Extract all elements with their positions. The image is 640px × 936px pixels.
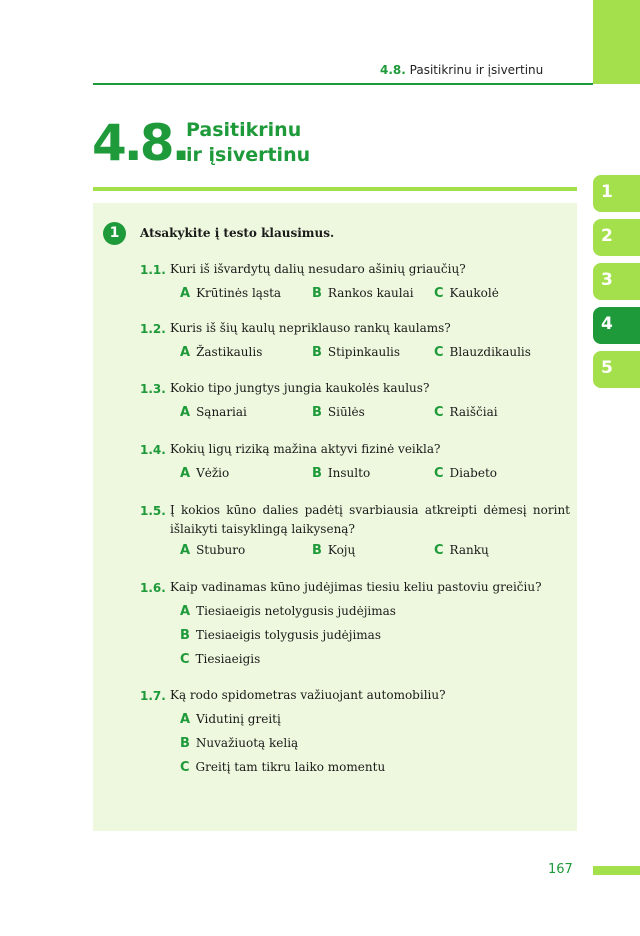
option-text: Tiesiaeigis tolygusis judėjimas [195, 628, 381, 642]
option-text: Diabeto [449, 466, 497, 480]
question-number: 1.4. [140, 443, 166, 457]
option-text: Vidutinį greitį [196, 712, 281, 726]
side-tab-2[interactable]: 2 [593, 219, 640, 256]
footer-color-bar [593, 866, 640, 875]
answer-option[interactable] [180, 543, 245, 558]
option-letter: A [180, 712, 191, 727]
option-letter: C [434, 466, 444, 481]
exercise-instruction: Atsakykite į testo klausimus. [140, 226, 335, 240]
option-text: Nuvažiuotą kelią [195, 736, 299, 750]
question-number: 1.1. [140, 263, 166, 277]
question-number: 1.5. [140, 504, 166, 518]
option-letter: C [434, 405, 444, 420]
option-letter: B [312, 286, 322, 301]
option-letter: B [312, 466, 322, 481]
answer-option[interactable] [180, 604, 396, 619]
option-text: Kojų [327, 543, 356, 557]
option-text: Stipinkaulis [327, 345, 401, 359]
question-text: Kokių ligų riziką mažina aktyvi fizinė veikla? [170, 442, 441, 456]
option-text: Tiesiaeigis netolygusis judėjimas [196, 604, 396, 618]
option-letter: A [180, 405, 191, 420]
question-text: Ką rodo spidometras važiuojant automobiliu? [170, 688, 446, 702]
question-text: Kuri iš išvardytų dalių nesudaro ašinių griaučių? [170, 262, 466, 276]
corner-color-block [593, 0, 640, 84]
option-letter: A [180, 286, 191, 301]
option-text: Rankos kaulai [327, 286, 414, 300]
answer-option[interactable] [180, 736, 298, 751]
running-header-number: 4.8. [380, 63, 406, 77]
answer-option[interactable] [180, 712, 281, 727]
option-text: Sąnariai [196, 405, 247, 419]
option-text: Žastikaulis [196, 345, 263, 359]
option-letter: C [434, 543, 444, 558]
answer-option[interactable] [180, 405, 247, 420]
question-text: Kuris iš šių kaulų nepriklauso rankų kaulams? [170, 321, 451, 335]
answer-option[interactable] [312, 466, 370, 481]
option-text: Greitį tam tikru laiko momentu [195, 760, 386, 774]
option-text: Siūlės [327, 405, 365, 419]
answer-option[interactable] [312, 543, 355, 558]
option-text: Raiščiai [449, 405, 498, 419]
answer-option[interactable] [180, 652, 260, 667]
answer-option[interactable] [434, 466, 497, 481]
answer-option[interactable] [180, 760, 385, 775]
chapter-title-line-2: ir įsivertinu [186, 144, 311, 166]
question-number: 1.3. [140, 382, 166, 396]
header-rule [93, 83, 593, 85]
chapter-title-line-1: Pasitikrinu [186, 119, 302, 141]
option-text: Krūtinės ląsta [196, 286, 282, 300]
option-letter: A [180, 345, 191, 360]
answer-option[interactable] [180, 466, 229, 481]
title-rule [93, 187, 577, 191]
question-number: 1.7. [140, 689, 166, 703]
answer-option[interactable] [312, 345, 400, 360]
answer-option[interactable] [434, 405, 498, 420]
side-tab-1[interactable]: 1 [593, 175, 640, 212]
answer-option[interactable] [434, 286, 499, 301]
option-letter: B [180, 628, 190, 643]
option-letter: C [434, 286, 444, 301]
question-text: Kokio tipo jungtys jungia kaukolės kaulus? [170, 381, 430, 395]
answer-option[interactable] [434, 543, 489, 558]
option-text: Tiesiaeigis [195, 652, 261, 666]
answer-option[interactable] [434, 345, 531, 360]
option-letter: C [180, 760, 190, 775]
option-letter: C [180, 652, 190, 667]
running-header-title: Pasitikrinu ir įsivertinu [409, 63, 544, 77]
chapter-number: 4.8. [92, 114, 188, 172]
option-text: Stuburo [196, 543, 246, 557]
option-letter: A [180, 543, 191, 558]
option-letter: C [434, 345, 444, 360]
answer-option[interactable] [180, 345, 262, 360]
option-text: Kaukolė [449, 286, 499, 300]
answer-option[interactable] [312, 405, 365, 420]
chapter-title [186, 118, 310, 168]
answer-option[interactable] [180, 286, 281, 301]
option-text: Blauzdikaulis [449, 345, 531, 359]
side-tab-5[interactable]: 5 [593, 351, 640, 388]
side-tab-3[interactable]: 3 [593, 263, 640, 300]
option-letter: A [180, 466, 191, 481]
side-tab-4[interactable]: 4 [593, 307, 640, 344]
option-text: Rankų [449, 543, 489, 557]
answer-option[interactable] [312, 286, 414, 301]
answer-option[interactable] [180, 628, 381, 643]
page-number: 167 [548, 862, 573, 877]
option-letter: B [312, 543, 322, 558]
question-number: 1.6. [140, 581, 166, 595]
option-text: Insulto [327, 466, 371, 480]
question-text: Kaip vadinamas kūno judėjimas tiesiu keliu pastoviu greičiu? [170, 580, 542, 594]
option-text: Vėžio [196, 466, 230, 480]
option-letter: A [180, 604, 191, 619]
running-header [380, 63, 580, 77]
option-letter: B [312, 345, 322, 360]
exercise-number-badge: 1 [103, 222, 126, 245]
option-letter: B [312, 405, 322, 420]
option-letter: B [180, 736, 190, 751]
question-text: Į kokios kūno dalies padėtį svarbiausia atkreipti dėmesį norint išlaikyti taisyklingą laikyseną? [170, 503, 570, 536]
question-number: 1.2. [140, 322, 166, 336]
